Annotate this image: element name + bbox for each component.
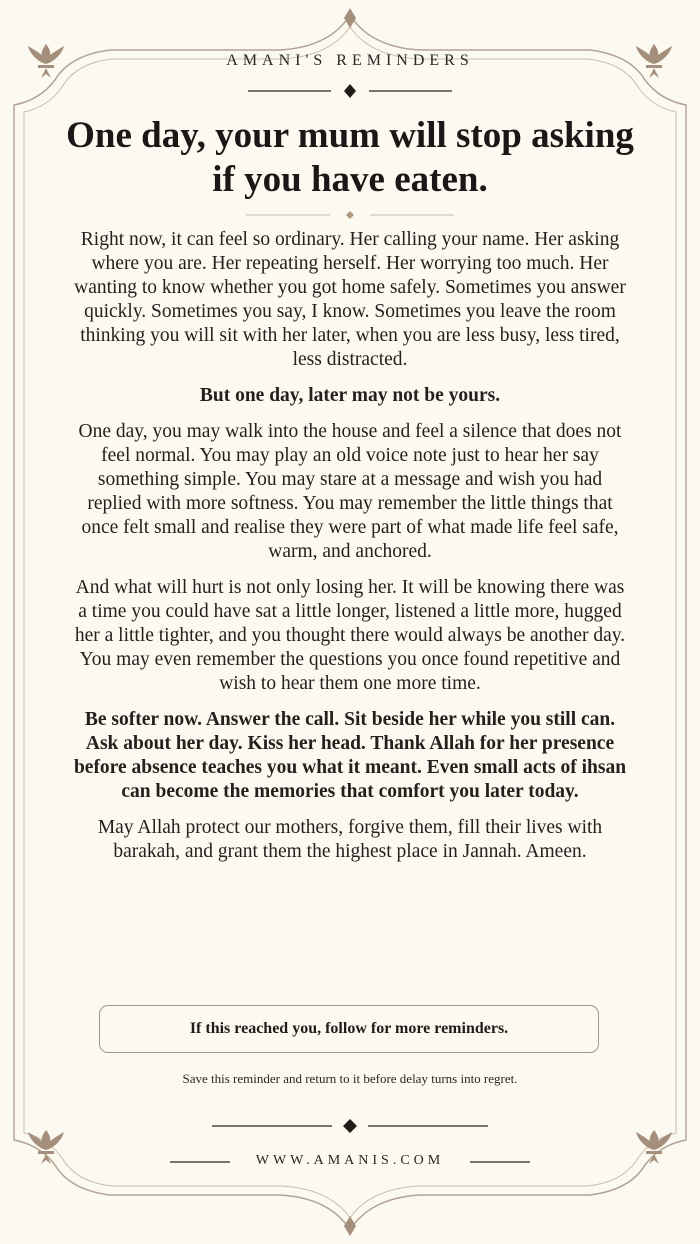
page-title: One day, your mum will stop asking if you have eaten.: [66, 115, 634, 200]
paragraph-emphasis: But one day, later may not be yours.: [199, 385, 501, 406]
reminder-body: [70, 228, 630, 876]
paragraph-emphasis: Be softer now. Answer the call. Sit beside her while you still can. Ask about her day. Kiss her head. Thank Allah for her presence before absence teaches you what it meant. Even small acts of ihsan can become the memories that comfort you later today.: [73, 709, 627, 802]
follow-cta-box: [99, 1005, 599, 1053]
paragraph: One day, you may walk into the house and feel a silence that does not feel normal. You may play an old voice note just to hear her say something simple. You may stare at a message and wish you had replied with more softness. You may remember the little things that once felt small and realise they were part of what made life feel safe, warm, and anchored.: [78, 421, 622, 562]
brand-name: AMANI'S REMINDERS: [226, 52, 474, 69]
follow-cta-text: If this reached you, follow for more reminders.: [189, 1020, 509, 1037]
paragraph: Right now, it can feel so ordinary. Her calling your name. Her asking where you are. Her repeating herself. Her worrying too much. Her wanting to know whether you got home safely. Sometimes you answer quickly. Sometimes you say, I know. Sometimes you leave the room thinking you will sit with her later, when you are less busy, less tired, less distracted.: [74, 229, 626, 370]
save-note: Save this reminder and return to it before delay turns into regret.: [182, 1071, 518, 1086]
paragraph-dua: May Allah protect our mothers, forgive them, fill their lives with barakah, and grant them the highest place in Jannah. Ameen.: [97, 817, 603, 862]
website-url: WWW.AMANIS.COM: [255, 1153, 445, 1168]
paragraph: And what will hurt is not only losing her. It will be knowing there was a time you could have sat a little longer, listened a little more, hugged her a little tighter, and you thought there would always be another day. You may even remember the questions you once found repetitive and wish to hear them one more time.: [74, 577, 626, 694]
